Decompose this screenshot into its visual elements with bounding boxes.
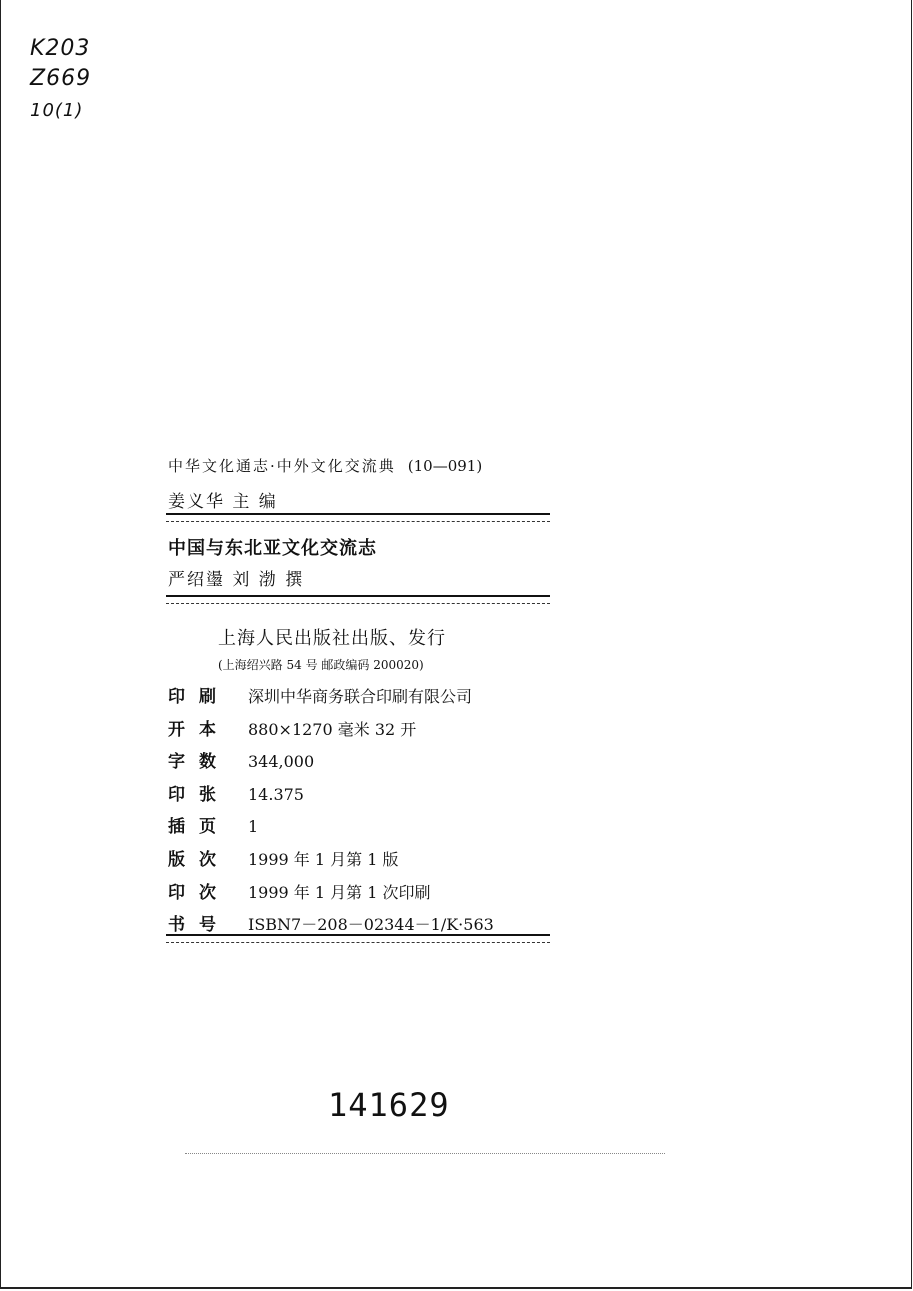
colophon-label: 书号 (168, 915, 230, 936)
stamped-number: 141629 (328, 1086, 450, 1124)
colophon-value: 1 (248, 817, 259, 837)
colophon-table (168, 682, 568, 943)
chief-editor: 姜义华 主 编 (168, 492, 278, 512)
colophon-label: 印次 (168, 882, 230, 903)
colophon-value: 344,000 (248, 752, 315, 772)
publisher-address: (上海绍兴路 54 号 邮政编码 200020) (218, 658, 424, 672)
series-name: 中华文化通志·中外文化交流典 (168, 457, 396, 475)
double-rule (166, 513, 550, 522)
handwritten-call-number-2: Z669 (30, 66, 92, 91)
colophon-label: 开本 (168, 719, 230, 740)
colophon-row (168, 715, 568, 748)
colophon-row (168, 812, 568, 845)
double-rule (166, 934, 550, 943)
colophon-row (168, 747, 568, 780)
double-rule (166, 595, 550, 604)
publisher: 上海人民出版社出版、发行 (218, 628, 446, 649)
handwritten-call-number-3: 10(1) (30, 100, 84, 121)
colophon-value: 深圳中华商务联合印刷有限公司 (248, 687, 473, 706)
colophon-value: 880×1270 毫米 32 开 (248, 719, 417, 739)
series-title (168, 455, 482, 476)
authors: 严绍璗 刘 渤 撰 (168, 570, 305, 590)
colophon-row (168, 780, 568, 813)
colophon-label: 印张 (168, 784, 230, 805)
book-title: 中国与东北亚文化交流志 (168, 538, 377, 559)
colophon-row (168, 878, 568, 911)
colophon-value: ISBN7－208－02344－1/K·563 (248, 915, 494, 935)
scan-specks (185, 1153, 665, 1157)
colophon-row (168, 682, 568, 715)
handwritten-call-number-1: K203 (30, 36, 91, 61)
colophon-label: 版次 (168, 849, 230, 870)
colophon-value: 1999 年 1 月第 1 次印刷 (248, 882, 431, 902)
colophon-value: 1999 年 1 月第 1 版 (248, 849, 399, 869)
colophon-row (168, 845, 568, 878)
colophon-label: 插页 (168, 817, 230, 838)
colophon-label: 印刷 (168, 687, 230, 707)
colophon-label: 字数 (168, 752, 230, 773)
series-code: (10—091) (407, 457, 483, 475)
colophon-value: 14.375 (248, 784, 304, 804)
